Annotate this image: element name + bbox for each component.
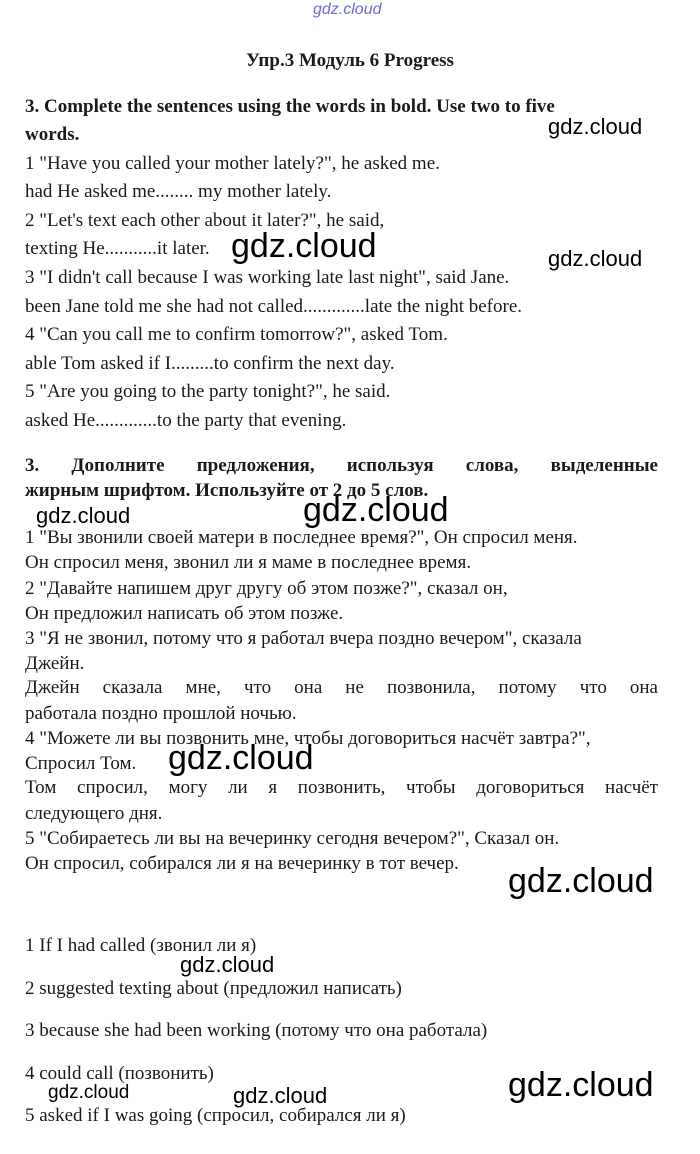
watermark: gdz.cloud	[48, 1082, 130, 1103]
ru-sentence-3: 3 "Я не звонил, потому что я работал вчера поздно вечером", сказала	[25, 628, 582, 649]
en-instruction-line1: 3. Complete the sentences using the words in bold. Use two to five	[25, 96, 555, 117]
en-sentence-3: 3 "I didn't call because I was working late last night", said Jane.	[25, 267, 510, 288]
ru-transform-4: Том спросил, могу ли я позвонить, чтобы договориться насчёт	[25, 777, 658, 798]
watermark: gdz.cloud	[180, 952, 275, 977]
watermark: gdz.cloud	[303, 491, 449, 529]
answer-2: 2 suggested texting about (предложил написать)	[25, 978, 402, 999]
en-transform-1: had He asked me........ my mother lately.	[25, 181, 332, 202]
watermark: gdz.cloud	[508, 862, 654, 900]
ru-instruction-line1: 3. Дополните предложения, используя слова, выделенные	[25, 455, 658, 476]
watermark: gdz.cloud	[233, 1083, 328, 1108]
watermark: gdz.cloud	[231, 227, 377, 265]
en-sentence-2: 2 "Let's text each other about it later?", he said,	[25, 210, 385, 231]
ru-sentence-5: 5 "Собираетесь ли вы на вечеринку сегодня вечером?", Сказал он.	[25, 828, 560, 849]
ru-sentence-4-cont: Спросил Том.	[25, 753, 137, 774]
answer-4: 4 could call (позвонить)	[25, 1063, 214, 1084]
ru-transform-3: Джейн сказала мне, что она не позвонила, потому что она	[25, 677, 658, 698]
answer-1: 1 If I had called (звонил ли я)	[25, 935, 257, 956]
ru-transform-5: Он спросил, собирался ли я на вечеринку в тот вечер.	[25, 853, 459, 874]
ru-transform-2: Он предложил написать об этом позже.	[25, 603, 344, 624]
ru-sentence-1: 1 "Вы звонили своей матери в последнее время?", Он спросил меня.	[25, 527, 578, 548]
en-sentence-1: 1 "Have you called your mother lately?", he asked me.	[25, 153, 440, 174]
answer-5: 5 asked if I was going (спросил, собирался ли я)	[25, 1105, 406, 1126]
en-instruction-line2: words.	[25, 124, 80, 145]
ru-sentence-4: 4 "Можете ли вы позвонить мне, чтобы договориться насчёт завтра?",	[25, 728, 591, 749]
ru-sentence-3-cont: Джейн.	[25, 653, 85, 674]
watermark-top: gdz.cloud	[313, 1, 382, 18]
en-transform-5: asked He.............to the party that evening.	[25, 410, 347, 431]
watermark: gdz.cloud	[508, 1066, 654, 1104]
en-transform-2: texting He...........it later.	[25, 238, 210, 259]
watermark: gdz.cloud	[548, 246, 643, 271]
page-title: Упр.3 Модуль 6 Progress	[246, 50, 454, 71]
en-transform-3: been Jane told me she had not called.............late the night before.	[25, 296, 523, 317]
ru-transform-1: Он спросил меня, звонил ли я маме в последнее время.	[25, 552, 472, 573]
en-sentence-4: 4 "Can you call me to confirm tomorrow?", asked Tom.	[25, 324, 448, 345]
ru-transform-4-cont: следующего дня.	[25, 803, 163, 824]
ru-instruction-line2: жирным шрифтом. Используйте от 2 до 5 слов.	[25, 480, 429, 501]
ru-transform-3-cont: работала поздно прошлой ночью.	[25, 703, 297, 724]
answer-3: 3 because she had been working (потому что она работала)	[25, 1020, 488, 1041]
watermark: gdz.cloud	[168, 739, 314, 777]
ru-sentence-2: 2 "Давайте напишем друг другу об этом позже?", сказал он,	[25, 578, 508, 599]
watermark: gdz.cloud	[548, 114, 643, 139]
en-sentence-5: 5 "Are you going to the party tonight?", he said.	[25, 381, 391, 402]
en-transform-4: able Tom asked if I.........to confirm the next day.	[25, 353, 395, 374]
watermark: gdz.cloud	[36, 503, 131, 528]
